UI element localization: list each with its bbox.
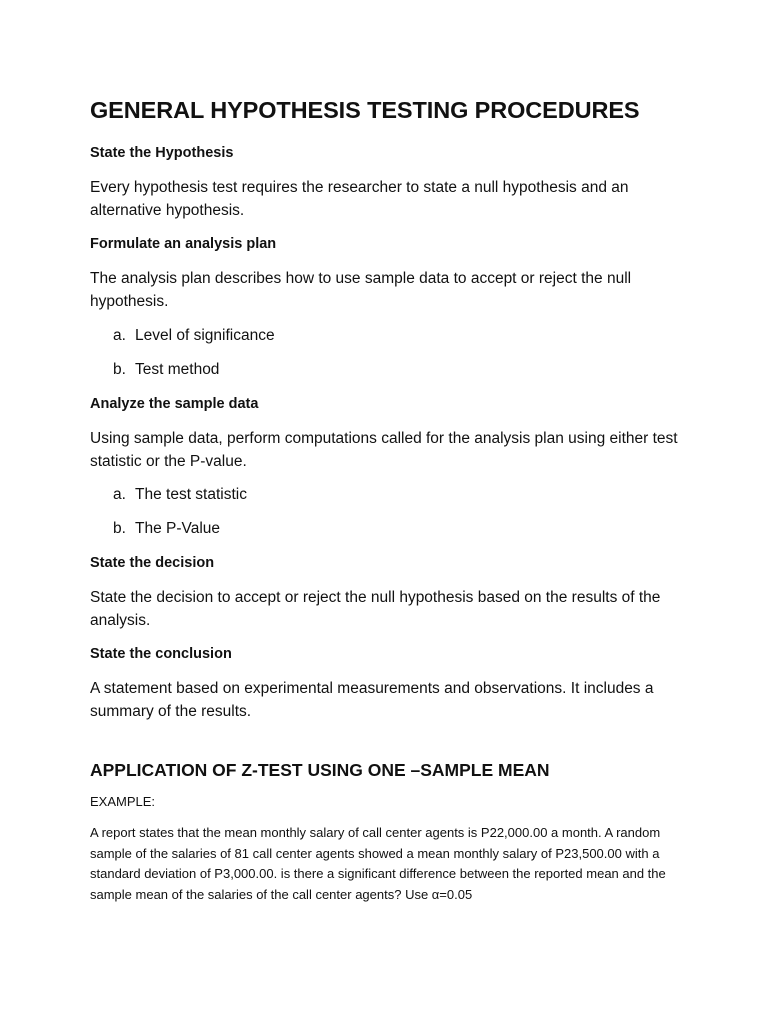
example-label: EXAMPLE: xyxy=(90,794,156,809)
section-body-state-conclusion: A statement based on experimental measurements and observations. It includes a summary of the results. xyxy=(90,680,654,720)
section-body-analysis-plan: The analysis plan describes how to use sample data to accept or reject the null hypothesis. xyxy=(90,270,632,310)
list-item xyxy=(113,360,690,380)
section-body-analyze-data: Using sample data, perform computations called for the analysis plan using either test statistic or the P-value. xyxy=(90,430,678,470)
section-heading-analyze-data: Analyze the sample data xyxy=(90,396,259,412)
list-item xyxy=(113,326,690,346)
analysis-plan-list xyxy=(90,326,690,380)
list-item-text: Level of significance xyxy=(135,327,275,344)
list-marker: b. xyxy=(113,361,126,378)
list-item-text: The P-Value xyxy=(135,520,221,537)
section-heading-analysis-plan: Formulate an analysis plan xyxy=(90,236,277,252)
document-title: GENERAL HYPOTHESIS TESTING PROCEDURES xyxy=(90,97,640,123)
section-heading-state-decision: State the decision xyxy=(90,555,215,571)
list-marker: a. xyxy=(113,327,126,344)
list-item-text: Test method xyxy=(135,361,220,378)
example-text: A report states that the mean monthly salary of call center agents is P22,000.00 a month. A random sample of the salaries of 81 call center agents showed a mean monthly salary of P23,500.00 with a standard deviation of P3,000.00. is there a significant difference between the reported mean and the sample mean of the salaries of the call center agents? Use α=0.05 xyxy=(90,825,666,902)
list-item-text: The test statistic xyxy=(135,486,247,503)
list-item xyxy=(113,485,690,505)
section-heading-state-conclusion: State the conclusion xyxy=(90,646,232,662)
list-item xyxy=(113,519,690,539)
section-heading-state-hypothesis: State the Hypothesis xyxy=(90,145,234,161)
list-marker: a. xyxy=(113,486,126,503)
section-body-state-decision: State the decision to accept or reject the null hypothesis based on the results of the analysis. xyxy=(90,589,661,629)
section-body-state-hypothesis: Every hypothesis test requires the researcher to state a null hypothesis and an alternative hypothesis. xyxy=(90,179,629,219)
application-heading: APPLICATION OF Z-TEST USING ONE –SAMPLE MEAN xyxy=(90,760,550,780)
analyze-data-list xyxy=(90,485,690,539)
list-marker: b. xyxy=(113,520,126,537)
